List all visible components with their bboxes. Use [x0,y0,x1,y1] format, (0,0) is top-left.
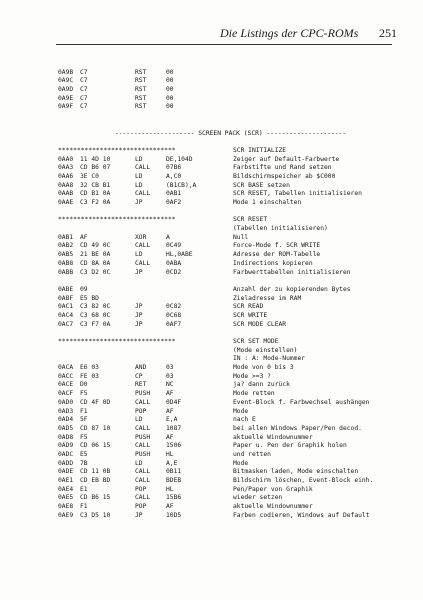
code-line [58,442,403,451]
opcode-bytes: F5 [80,433,88,441]
code-line [58,477,403,486]
line-comment: Bildschirm löschen, Event-Block einh. [233,477,374,484]
address: 0AC7 [58,320,74,328]
line-comment: Force-Mode f. SCR WRITE [233,242,321,250]
line-comment: und retten [233,450,271,458]
address: 0ACF [58,390,74,398]
routine-name: SCR RESET [233,216,268,224]
operands: BDEB [166,477,182,484]
opcode-bytes: C3 82 0C [80,303,111,311]
line-comment: (Tabellen initialisieren) [233,225,328,233]
code-line [58,77,403,86]
address: 0AE8 [58,503,74,511]
opcode-bytes: 11 4D 10 [80,155,111,163]
address: 0ABF [58,294,74,302]
line-comment: Farbstifte und Rand setzen [233,164,332,172]
line-comment: SCR MODE CLEAR [233,320,287,328]
opcode-bytes: C7 [80,77,88,85]
mnemonic: LD [135,155,143,163]
opcode-bytes: 5F [80,416,88,424]
mnemonic: CALL [135,468,151,476]
operands: 0AB1 [166,190,182,198]
opcode-bytes: C3 D2 0C [80,268,111,276]
opcode-bytes: E5 BD [80,294,99,302]
blank-line [58,121,403,130]
operands: 0CD2 [166,268,182,276]
opcode-bytes: CD B6 07 [80,164,111,172]
operands: 00 [166,94,174,102]
address: 0AA6 [58,172,74,180]
routine-header [58,338,403,347]
opcode-bytes: C7 [80,103,88,111]
opcode-bytes: 32 CB B1 [80,181,111,189]
mnemonic: CP [135,372,143,380]
opcode-bytes: C3 F7 0A [80,320,111,328]
line-comment: Event-Block f. Farbwechsel aushängen [233,398,370,406]
opcode-bytes: C3 68 0C [80,311,111,319]
operands: A,C0 [166,172,182,180]
mnemonic: JP [135,303,143,311]
code-line [58,269,403,278]
opcode-bytes: E5 [80,450,88,458]
address: 0AD9 [58,442,74,450]
opcode-bytes: CD 8A 0A [80,259,111,267]
opcode-bytes: 09 [80,285,88,293]
header-rule [56,44,392,45]
operands: A [166,233,170,241]
code-line [58,494,403,503]
address: 0A9C [58,77,74,85]
address: 0AE5 [58,494,74,502]
section-heading [58,130,403,139]
address: 0AB2 [58,242,74,250]
code-line [58,295,403,304]
opcode-bytes: CD 87 10 [80,424,111,432]
running-header-title: Die Listings der CPC-ROMs [220,26,359,40]
operands: E,A [166,416,178,424]
mnemonic: AND [135,364,147,372]
operands: (B1CB),A [166,181,197,189]
address: 0A9D [58,86,74,94]
line-comment: wieder setzen [233,494,283,502]
operands: NC [166,381,174,389]
code-line [58,425,403,434]
code-line [58,164,403,173]
operands: HL,0ABE [166,251,193,259]
line-comment: Bitmasken laden, Mode einschalten [233,468,359,476]
code-line [58,390,403,399]
code-line [58,156,403,165]
address: 0ABB [58,268,74,276]
address: 0A9B [58,68,74,76]
operands: HL [166,485,174,493]
code-line [58,234,403,243]
opcode-bytes: F1 [80,503,88,511]
code-line [58,364,403,373]
address: 0AAB [58,190,74,198]
blank-line [58,329,403,338]
opcode-bytes: C3 D5 10 [80,511,111,519]
opcode-bytes: C7 [80,94,88,102]
mnemonic: CALL [135,242,151,250]
mnemonic: CALL [135,494,151,502]
operands: 0ABA [166,259,182,267]
mnemonic: POP [135,503,147,511]
operands: AF [166,390,174,398]
mnemonic: LD [135,251,143,259]
routine-name: SCR SET MODE [233,338,279,345]
line-comment: bei allen Windows Paper/Pen decod. [233,424,362,432]
line-comment: Mode von 0 bis 3 [233,364,294,372]
mnemonic: CALL [135,190,151,198]
code-line [58,373,403,382]
operands: 0C49 [166,242,182,250]
operands: 0C68 [166,311,182,319]
asterisk-separator: ******************************* [58,216,176,224]
mnemonic: RST [135,86,147,94]
blank-line [58,138,403,147]
address: 0ADD [58,459,74,467]
code-line [58,69,403,78]
mnemonic: JP [135,268,143,276]
address: 0ACE [58,381,74,389]
code-line [58,260,403,269]
mnemonic: LD [135,181,143,189]
routine-name: SCR INITIALIZE [233,146,287,154]
blank-line [58,112,403,121]
line-comment: Paper u. Pen der Graphik holen [233,442,347,450]
mnemonic: JP [135,199,143,206]
mnemonic: XOR [135,233,147,241]
address: 0A9F [58,103,74,111]
asterisk-separator: ******************************* [58,146,176,154]
opcode-bytes: E1 [80,485,88,493]
mnemonic: RST [135,103,147,111]
line-comment: SCR RESET, Tabellen initialisieren [233,190,362,198]
mnemonic: CALL [135,442,151,450]
code-line [58,199,403,208]
line-comment: Pen/Paper von Graphik [233,485,313,493]
address: 0AA0 [58,155,74,163]
code-line [58,86,403,95]
address: 0AC1 [58,303,74,311]
operands: 10D5 [166,511,182,519]
mnemonic: RST [135,77,147,85]
mnemonic: RST [135,68,147,76]
code-line [58,312,403,321]
code-line [58,251,403,260]
line-comment: IN : A: Mode-Nummer [233,355,306,363]
line-comment: Mode 1 einschalten [233,199,302,206]
mnemonic: LD [135,416,143,424]
code-line [58,95,403,104]
operands: DE,104D [166,155,193,163]
opcode-bytes: 21 BE 0A [80,251,111,259]
operands: 0AF2 [166,199,182,206]
line-comment: Adresse der ROM-Tabelle [233,251,321,259]
line-comment: Indirections kopieren [233,259,313,267]
mnemonic: LD [135,459,143,467]
address: 0AD4 [58,416,74,424]
operands: 15B6 [166,494,182,502]
opcode-bytes: 3E C0 [80,172,99,180]
mnemonic: POP [135,407,147,415]
page-number: 251 [379,26,397,40]
code-line [58,173,403,182]
line-comment: Mode [233,459,249,467]
line-comment: SCR BASE setzen [233,181,290,189]
mnemonic: RET [135,381,147,389]
line-comment: Farbwerttabellen initialisieren [233,268,351,276]
comment-line [58,355,403,364]
mnemonic: JP [135,511,143,519]
operands: 03 [166,372,174,380]
operands: 0C82 [166,303,182,311]
blank-line [58,277,403,286]
code-line [58,451,403,460]
address: 0A9E [58,94,74,102]
mnemonic: CALL [135,424,151,432]
opcode-bytes: CD B6 15 [80,494,111,502]
blank-line [58,208,403,217]
mnemonic: CALL [135,477,151,484]
opcode-bytes: D0 [80,381,88,389]
mnemonic: CALL [135,259,151,267]
address: 0AB1 [58,233,74,241]
blank-line [58,60,403,69]
opcode-bytes: CD B1 0A [80,190,111,198]
assembly-listing [58,60,403,520]
address: 0AB5 [58,251,74,259]
address: 0AE4 [58,485,74,493]
operands: 0D4F [166,398,182,406]
asterisk-separator: ******************************* [58,338,176,345]
address: 0AD8 [58,433,74,441]
operands: A,E [166,459,178,467]
code-line [58,460,403,469]
opcode-bytes: FE 03 [80,372,99,380]
operands: 03 [166,364,174,372]
code-line [58,182,403,191]
code-line [58,486,403,495]
code-line [58,381,403,390]
comment-line [58,225,403,234]
operands: AF [166,433,174,441]
mnemonic: LD [135,172,143,180]
routine-header [58,216,403,225]
line-comment: Farben codieren, Windows auf Default [233,511,370,519]
operands: 1506 [166,442,182,450]
address: 0AD5 [58,424,74,432]
line-comment: SCR WRITE [233,311,268,319]
mnemonic: CALL [135,398,151,406]
code-line [58,416,403,425]
mnemonic: PUSH [135,433,151,441]
operands: 0AF7 [166,320,182,328]
operands: HL [166,450,174,458]
code-line [58,321,403,330]
address: 0AA8 [58,181,74,189]
opcode-bytes: E6 03 [80,364,99,372]
opcode-bytes: CD 11 0B [80,468,111,476]
opcode-bytes: 7B [80,459,88,467]
operands: 00 [166,68,174,76]
address: 0AD3 [58,407,74,415]
mnemonic: JP [135,320,143,328]
operands: 00 [166,86,174,94]
opcode-bytes: CD 06 15 [80,442,111,450]
code-line [58,468,403,477]
line-comment: Mode retten [233,390,275,398]
opcode-bytes: CD 4F 0D [80,398,111,406]
section-title: --------------------- SCREEN PACK (SCR) --------------------- [114,129,347,137]
code-line [58,399,403,408]
opcode-bytes: AF [80,233,88,241]
operands: 00 [166,103,174,111]
line-comment: Zeiger auf Default-Farbwerte [233,155,340,163]
operands: 0B11 [166,468,182,476]
line-comment: aktuelle Windownummer [233,433,313,441]
line-comment: aktuelle Windownummer [233,503,313,511]
address: 0AA3 [58,164,74,172]
operands: AF [166,503,174,511]
line-comment: (Mode einstellen) [233,346,298,354]
opcode-bytes: CD 49 0C [80,242,111,250]
address: 0ACC [58,372,74,380]
operands: 07B6 [166,164,182,172]
code-line [58,303,403,312]
address: 0AAE [58,199,74,206]
code-line [58,103,403,112]
code-line [58,408,403,417]
address: 0AE1 [58,477,74,484]
address: 0AD0 [58,398,74,406]
address: 0ACA [58,364,74,372]
mnemonic: POP [135,485,147,493]
line-comment: Mode >=3 ? [233,372,271,380]
address: 0AB8 [58,259,74,267]
opcode-bytes: C3 F2 0A [80,199,111,206]
line-comment: Null [233,233,249,241]
operands: 00 [166,77,174,85]
address: 0AC4 [58,311,74,319]
line-comment: Bildschirmspeicher ab $C000 [233,172,336,180]
code-line [58,503,403,512]
line-comment: Anzahl der zu kopierenden Bytes [233,285,351,293]
operands: AF [166,407,174,415]
opcode-bytes: F5 [80,390,88,398]
code-line [58,286,403,295]
mnemonic: CALL [135,164,151,172]
opcode-bytes: C7 [80,86,88,94]
address: 0ADE [58,468,74,476]
opcode-bytes: C7 [80,68,88,76]
mnemonic: PUSH [135,390,151,398]
mnemonic: PUSH [135,450,151,458]
code-line [58,512,403,521]
operands: 1087 [166,424,182,432]
line-comment: Zieladresse im RAM [233,294,302,302]
line-comment: Mode [233,407,249,415]
code-line [58,434,403,443]
address: 0AE9 [58,511,74,519]
code-line [58,190,403,199]
mnemonic: JP [135,311,143,319]
routine-header [58,147,403,156]
comment-line [58,347,403,356]
address: 0ABE [58,285,74,293]
line-comment: nach E [233,416,256,424]
line-comment: SCR READ [233,303,264,311]
address: 0ADC [58,450,74,458]
code-line [58,242,403,251]
line-comment: ja? dann zurück [233,381,290,389]
opcode-bytes: CD EB BD [80,477,111,484]
opcode-bytes: F1 [80,407,88,415]
mnemonic: RST [135,94,147,102]
